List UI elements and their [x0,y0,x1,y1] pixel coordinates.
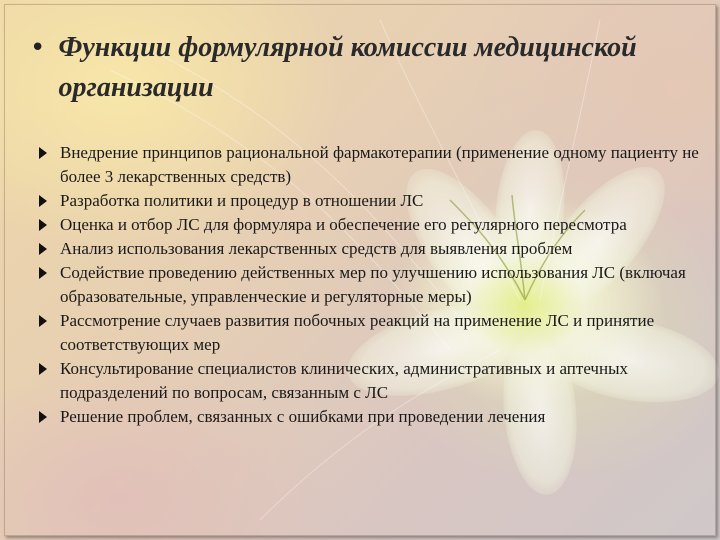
list-item-text: Решение проблем, связанных с ошибками при проведении лечения [60,407,546,426]
triangle-arrow-icon [38,261,60,285]
list-item [38,357,700,405]
list-item-text: Оценка и отбор ЛС для формуляра и обеспечение его регулярного пересмотра [60,215,627,234]
list-item-text: Разработка политики и процедур в отношении ЛС [60,191,424,210]
list-item-text: Рассмотрение случаев развития побочных реакций на применение ЛС и принятие соответствующих мер [60,311,655,354]
slide-title: Функции формулярной комиссии медицинской организации [58,32,637,103]
list-item [38,189,700,213]
title-bullet: • [30,33,46,63]
list-item [38,405,700,429]
triangle-arrow-icon [38,141,60,165]
triangle-arrow-icon [38,405,60,429]
list-item [38,309,700,357]
list-item-text: Содействие проведению действенных мер по улучшению использования ЛС (включая образовательные, управленческие и регуляторные меры) [60,263,686,306]
list-item [38,141,700,189]
list-item-text: Внедрение принципов рациональной фармакотерапии (применение одному пациенту не более 3 лекарственных средств) [60,143,699,186]
slide-title-row [30,28,680,108]
triangle-arrow-icon [38,213,60,237]
triangle-arrow-icon [38,189,60,213]
triangle-arrow-icon [38,357,60,381]
list-item [38,213,700,237]
list-item-text: Консультирование специалистов клинических, административных и аптечных подразделений по вопросам, связанным с ЛС [60,359,629,402]
list-item [38,261,700,309]
list-item [38,237,700,261]
triangle-arrow-icon [38,309,60,333]
triangle-arrow-icon [38,237,60,261]
list-item-text: Анализ использования лекарственных средств для выявления проблем [60,239,573,258]
bullet-list [38,141,700,429]
